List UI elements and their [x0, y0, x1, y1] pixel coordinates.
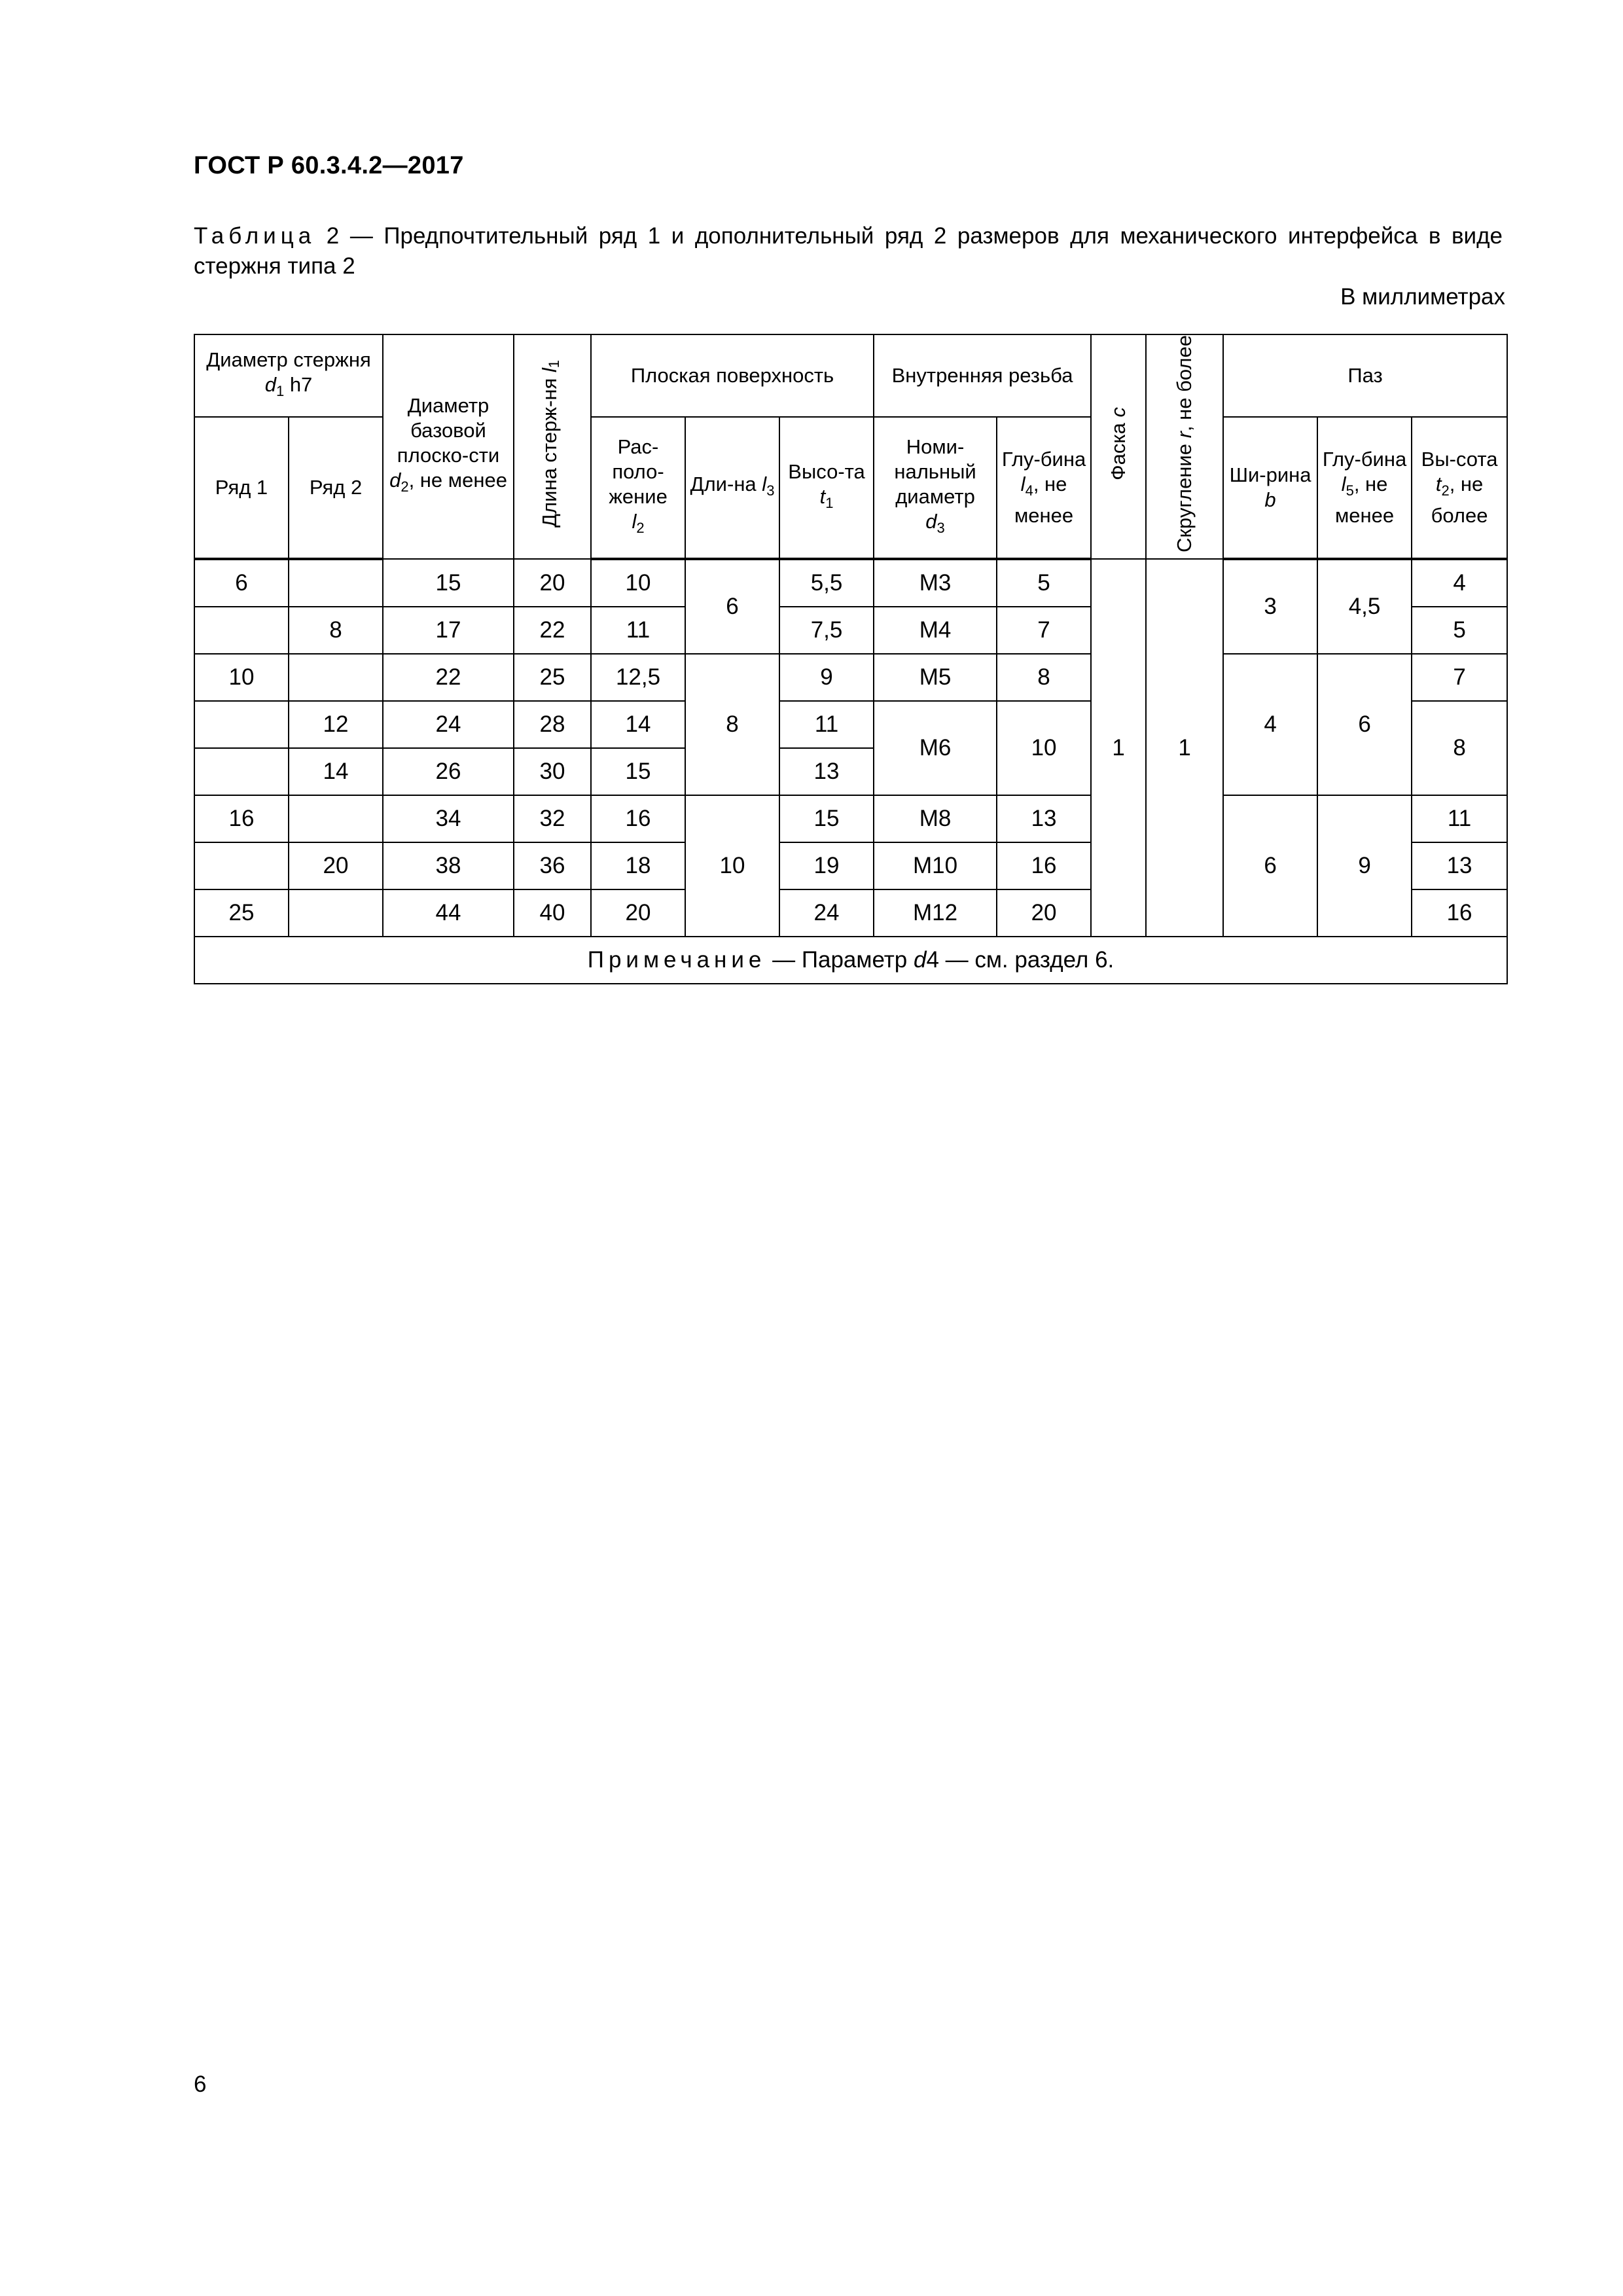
cell-t2: 7: [1412, 654, 1507, 701]
cell-row2: 14: [289, 748, 383, 795]
header-height-t1: Высо-та $t_1$: [779, 417, 874, 559]
cell-t1: 15: [779, 795, 874, 842]
table-note: Примечание — Параметр d4 — см. раздел 6.: [194, 937, 1507, 984]
page-number: 6: [194, 2072, 207, 2097]
cell-l3: 6: [685, 559, 779, 654]
cell-row1: [194, 842, 289, 889]
cell-d2: 15: [383, 559, 514, 607]
cell-row1: [194, 748, 289, 795]
cell-l1: 32: [514, 795, 591, 842]
cell-row2: [289, 559, 383, 607]
cell-l2: 10: [591, 559, 685, 607]
cell-l4: 10: [997, 701, 1091, 795]
cell-row2: [289, 795, 383, 842]
cell-t2: 4: [1412, 559, 1507, 607]
cell-d3: M12: [874, 889, 997, 937]
cell-t2: 16: [1412, 889, 1507, 937]
cell-row1: 16: [194, 795, 289, 842]
table-row: [194, 654, 1507, 701]
document-header: ГОСТ Р 60.3.4.2—2017: [194, 152, 464, 179]
cell-l5: 9: [1317, 795, 1412, 937]
header-base-diameter: Диаметр базовой плоско-сти $d_2$, не менее: [383, 334, 514, 559]
cell-l2: 14: [591, 701, 685, 748]
header-nominal-diameter-d3: Номи-нальный диаметр $d_3$: [874, 417, 997, 559]
cell-t2: 13: [1412, 842, 1507, 889]
cell-l4: 16: [997, 842, 1091, 889]
cell-d2: 44: [383, 889, 514, 937]
cell-row1: 10: [194, 654, 289, 701]
header-rod-length: Длина стерж-ня $l_1$: [514, 334, 591, 559]
header-slot: Паз: [1223, 334, 1507, 417]
cell-l2: 20: [591, 889, 685, 937]
cell-t1: 11: [779, 701, 874, 748]
cell-t1: 7,5: [779, 607, 874, 654]
cell-l1: 30: [514, 748, 591, 795]
header-internal-thread: Внутренняя резьба: [874, 334, 1091, 417]
cell-l2: 15: [591, 748, 685, 795]
table-caption: [194, 221, 1503, 281]
cell-l3: 8: [685, 654, 779, 795]
caption-text: 2 — Предпочтительный ряд 1 и дополнительный ряд 2 размеров для механического интерфейса в виде стержня типа 2: [194, 223, 1503, 279]
cell-d3: M6: [874, 701, 997, 795]
cell-row2: 12: [289, 701, 383, 748]
cell-d2: 22: [383, 654, 514, 701]
cell-d3: M3: [874, 559, 997, 607]
cell-t1: 24: [779, 889, 874, 937]
dimensions-table: [194, 334, 1508, 984]
cell-b: 3: [1223, 559, 1317, 654]
cell-l2: 18: [591, 842, 685, 889]
header-depth-l4: Глу-бина $l_4$, не менее: [997, 417, 1091, 559]
cell-row1: 25: [194, 889, 289, 937]
cell-l3: 10: [685, 795, 779, 937]
header-height-t2: Вы-сота $t_2$, не более: [1412, 417, 1507, 559]
cell-d3: M8: [874, 795, 997, 842]
cell-row1: 6: [194, 559, 289, 607]
header-width-b: Ши-рина b: [1223, 417, 1317, 559]
cell-t2: 5: [1412, 607, 1507, 654]
cell-l1: 25: [514, 654, 591, 701]
units-label: В миллиметрах: [1340, 284, 1505, 310]
header-length-l3: Дли-на $l_3$: [685, 417, 779, 559]
cell-l5: 6: [1317, 654, 1412, 795]
cell-t1: 5,5: [779, 559, 874, 607]
cell-d2: 26: [383, 748, 514, 795]
header-position-l2: Рас-поло-жение $l_2$: [591, 417, 685, 559]
cell-row1: [194, 607, 289, 654]
cell-t2: 8: [1412, 701, 1507, 795]
cell-l4: 7: [997, 607, 1091, 654]
table-row: [194, 795, 1507, 842]
table-row: [194, 559, 1507, 607]
cell-rounding: 1: [1146, 559, 1223, 937]
cell-l5: 4,5: [1317, 559, 1412, 654]
cell-row1: [194, 701, 289, 748]
header-rounding: Скругление r, не более: [1146, 334, 1223, 559]
cell-t2: 11: [1412, 795, 1507, 842]
cell-l4: 20: [997, 889, 1091, 937]
cell-d3: M5: [874, 654, 997, 701]
cell-l4: 13: [997, 795, 1091, 842]
cell-t1: 19: [779, 842, 874, 889]
cell-l1: 22: [514, 607, 591, 654]
cell-l1: 20: [514, 559, 591, 607]
cell-d2: 34: [383, 795, 514, 842]
header-depth-l5: Глу-бина $l_5$, не менее: [1317, 417, 1412, 559]
cell-l4: 5: [997, 559, 1091, 607]
caption-label: Таблица: [194, 223, 316, 249]
cell-row2: 8: [289, 607, 383, 654]
cell-l4: 8: [997, 654, 1091, 701]
cell-l1: 28: [514, 701, 591, 748]
header-row2: Ряд 2: [289, 417, 383, 559]
header-flat-surface: Плоская поверхность: [591, 334, 874, 417]
cell-l1: 40: [514, 889, 591, 937]
cell-d2: 24: [383, 701, 514, 748]
table-note-row: [194, 937, 1507, 984]
cell-d2: 38: [383, 842, 514, 889]
cell-l2: 12,5: [591, 654, 685, 701]
cell-row2: [289, 654, 383, 701]
cell-row2: 20: [289, 842, 383, 889]
cell-d2: 17: [383, 607, 514, 654]
header-rod-diameter: Диаметр стержня $d_1$ h7: [194, 334, 383, 417]
cell-d3: M4: [874, 607, 997, 654]
cell-b: 4: [1223, 654, 1317, 795]
cell-d3: M10: [874, 842, 997, 889]
header-row1: Ряд 1: [194, 417, 289, 559]
cell-l2: 16: [591, 795, 685, 842]
cell-b: 6: [1223, 795, 1317, 937]
cell-chamfer: 1: [1091, 559, 1146, 937]
cell-l2: 11: [591, 607, 685, 654]
header-chamfer: Фаска c: [1091, 334, 1146, 559]
cell-row2: [289, 889, 383, 937]
cell-t1: 9: [779, 654, 874, 701]
cell-l1: 36: [514, 842, 591, 889]
cell-t1: 13: [779, 748, 874, 795]
